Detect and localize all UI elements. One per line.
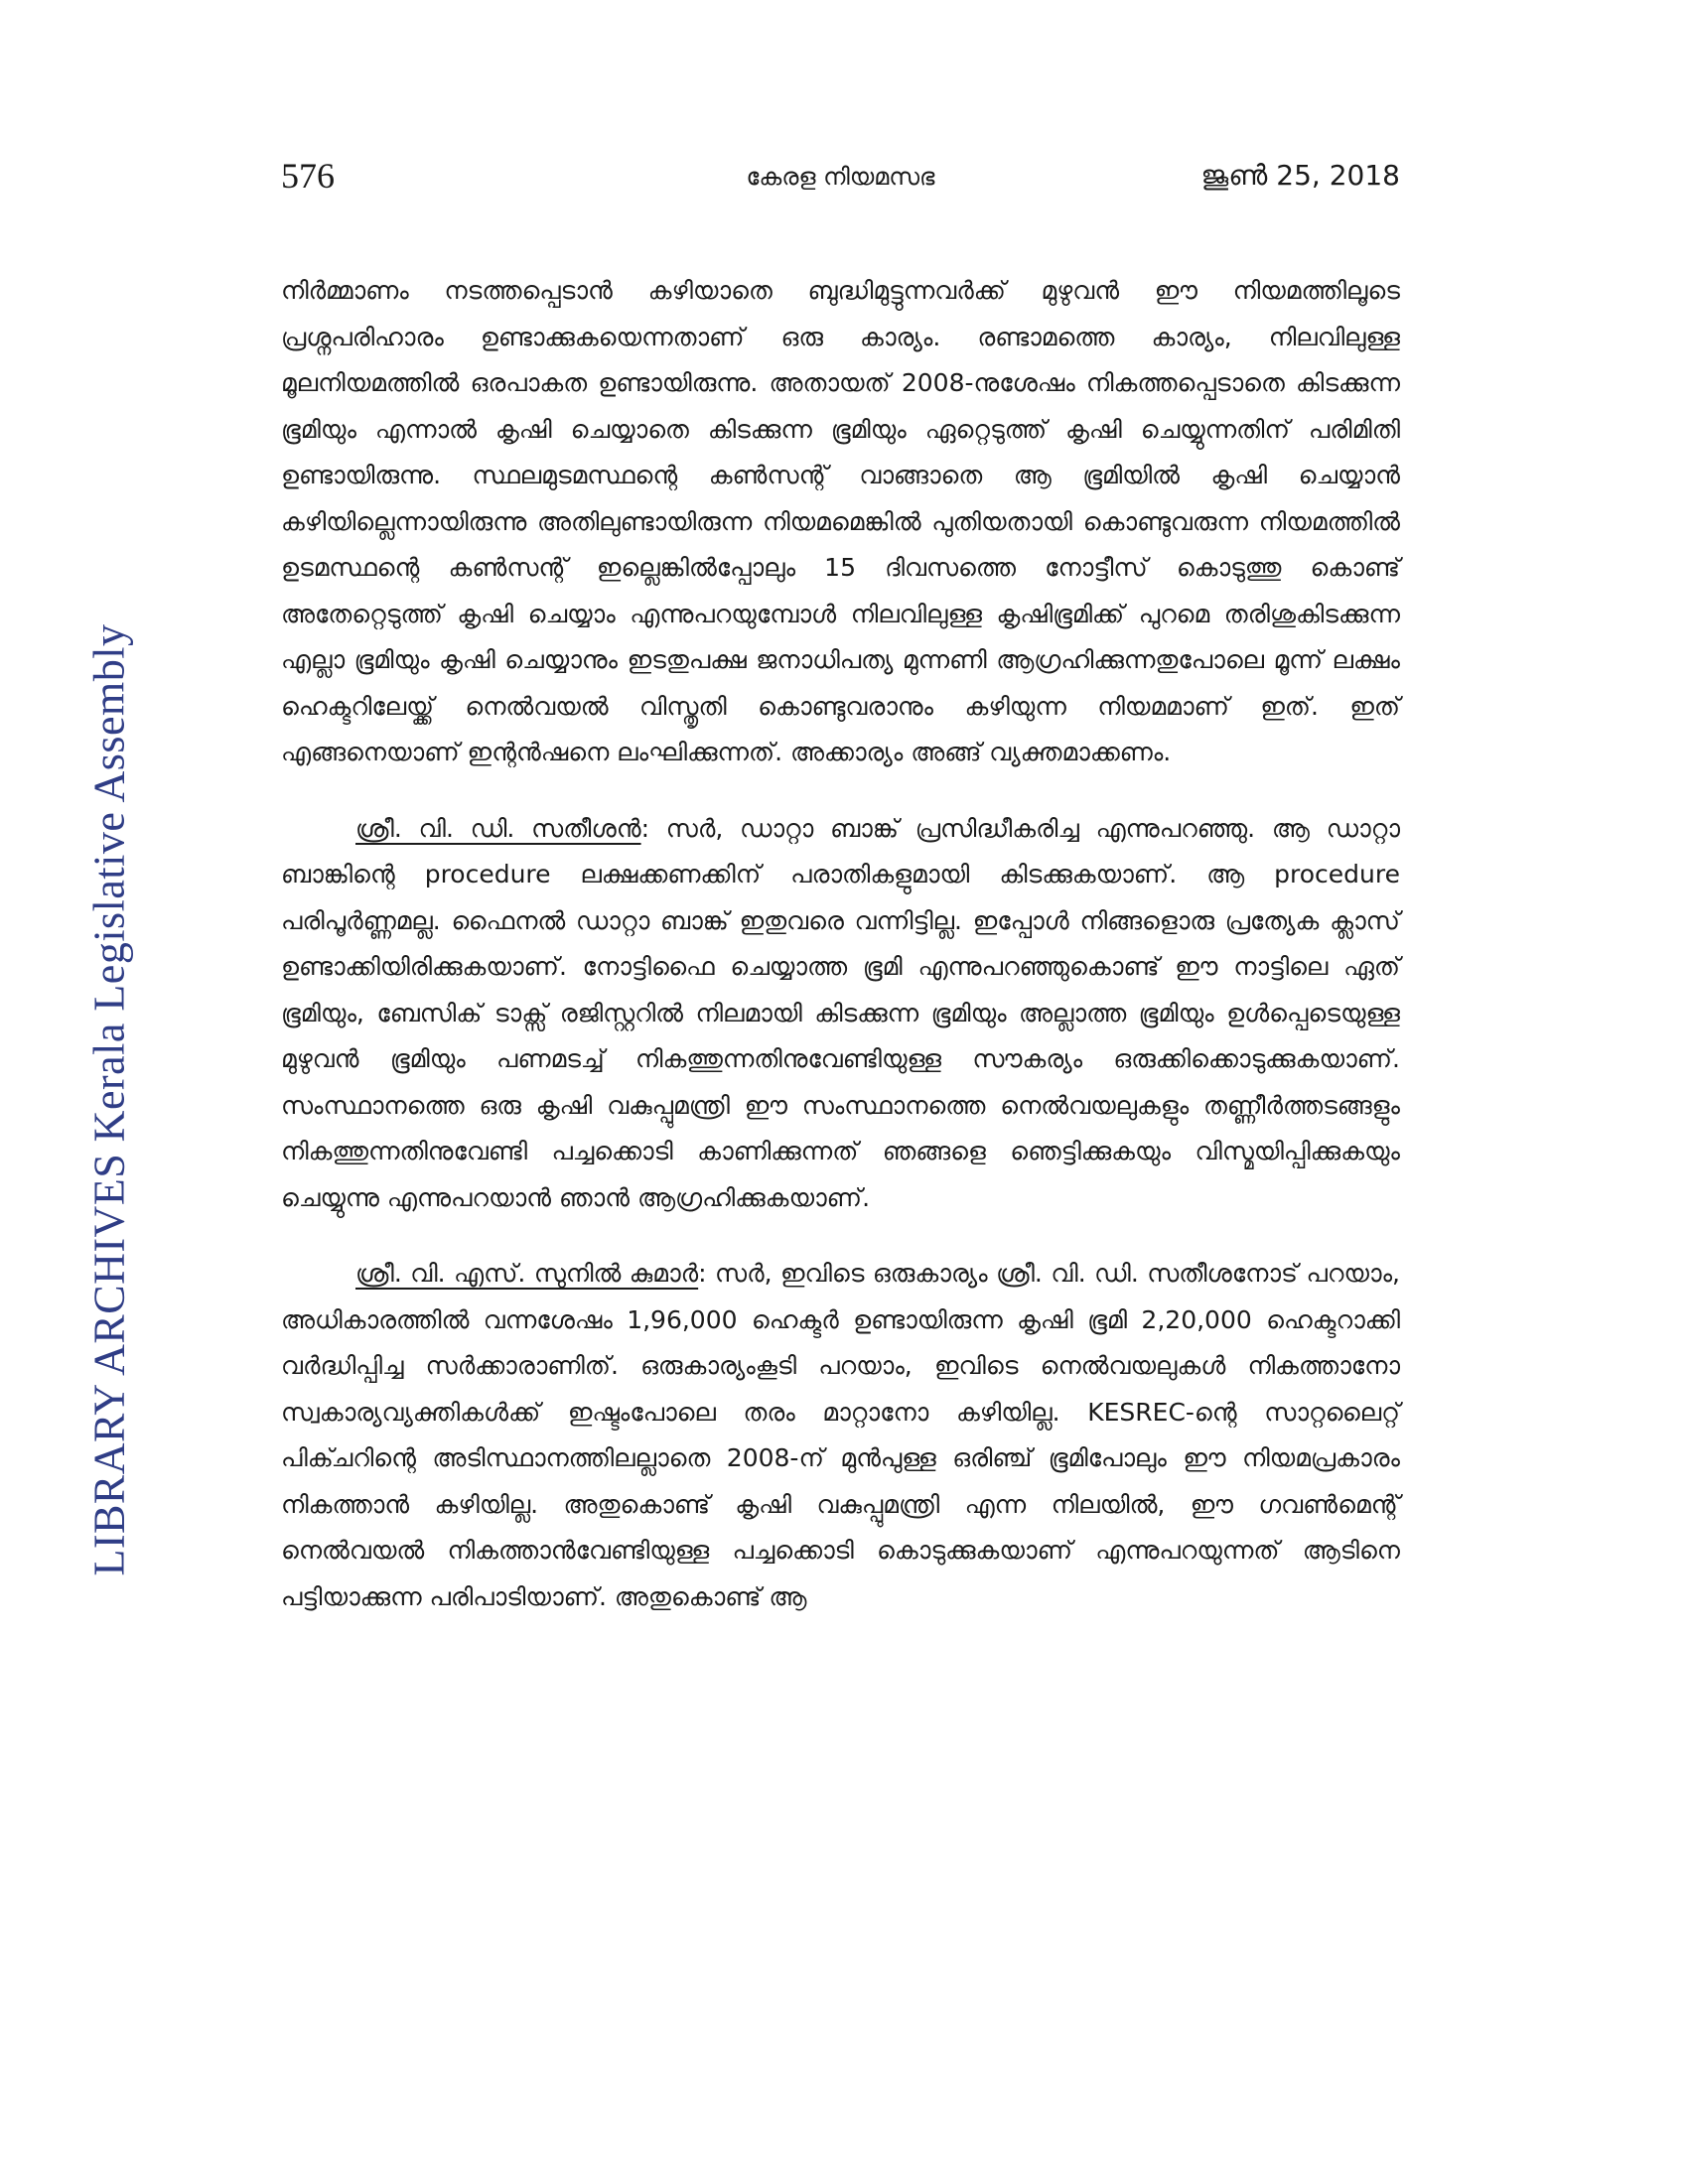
paragraph-text: നിർമ്മാണം നടത്തപ്പെടാൻ കഴിയാതെ ബുദ്ധിമുട്ടുന്നവർക്ക് മുഴുവൻ ഈ നിയമത്തിലൂടെ പ്രശ്നപരിഹാരം ഉണ്ടാക്കുകയെന്നതാണ് ഒരു കാര്യം. രണ്ടാമത്തെ കാര്യം, നിലവിലുള്ള മൂലനിയമത്തിൽ ഒരപാകത ഉണ്ടായിരുന്നു. അതായത് 2008-നുശേഷം നികത്തപ്പെടാതെ കിടക്കുന്ന ഭൂമിയും എന്നാൽ കൃഷി ചെയ്യാതെ കിടക്കുന്ന ഭൂമിയും ഏറ്റെടുത്ത് കൃഷി ചെയ്യുന്നതിന് പരിമിതി ഉണ്ടായിരുന്നു. സ്ഥലമുടമസ്ഥന്റെ കൺസന്റ് വാങ്ങാതെ ആ ഭൂമിയിൽ കൃഷി ചെയ്യാൻ കഴിയില്ലെന്നായിരുന്നു അതിലുണ്ടായിരുന്ന നിയമമെങ്കിൽ പുതിയതായി കൊണ്ടുവരുന്ന നിയമത്തിൽ ഉടമസ്ഥന്റെ കൺസന്റ് ഇല്ലെങ്കിൽപ്പോലും 15 ദിവസത്തെ നോട്ടീസ് കൊടുത്തു കൊണ്ട് അതേറ്റെടുത്ത് കൃഷി ചെയ്യാം എന്നുപറയുമ്പോൾ നിലവിലുള്ള കൃഷിഭൂമിക്ക് പുറമെ തരിശുകിടക്കുന്ന എല്ലാ ഭൂമിയും കൃഷി ചെയ്യാനും ഇടതുപക്ഷ ജനാധിപത്യ മുന്നണി ആഗ്രഹിക്കുന്നതുപോലെ മൂന്ന് ലക്ഷം ഹെക്ടറിലേയ്ക്ക് നെൽവയൽ വിസ്തൃതി കൊണ്ടുവരാനും കഴിയുന്ന നിയമമാണ് ഇത്. ഇത് എങ്ങനെയാണ് ഇന്റൻഷനെ ലംഘിക്കുന്നത്. അക്കാര്യം അങ്ങ് വ്യക്തമാക്കണം. — [281, 276, 1400, 766]
archive-watermark: LIBRARY ARCHIVES Kerala Legislative Assembly — [84, 623, 134, 1576]
paragraph-continued — [281, 268, 1400, 776]
page-header — [281, 149, 1400, 208]
page-date: ജൂൺ 25, 2018 — [1200, 159, 1400, 192]
paragraph-speech — [281, 806, 1400, 1222]
page-content — [281, 268, 1400, 1620]
assembly-name: കേരള നിയമസഭ — [746, 163, 935, 191]
speaker-name: ശ്രീ. വി. എസ്. സുനിൽ കുമാർ — [355, 1259, 699, 1288]
page-number: 576 — [281, 156, 335, 196]
speech-text: : സർ, ഇവിടെ ഒരുകാര്യം ശ്രീ. വി. ഡി. സതീശനോട് പറയാം, അധികാരത്തിൽ വന്നശേഷം 1,96,000 ഹെക്ടർ ഉണ്ടായിരുന്ന കൃഷി ഭൂമി 2,20,000 ഹെക്ടറാക്കി വർദ്ധിപ്പിച്ച സർക്കാരാണിത്. ഒരുകാര്യംകൂടി പറയാം, ഇവിടെ നെൽവയലുകൾ നികത്താനോ സ്വകാര്യവ്യക്തികൾക്ക് ഇഷ്ടംപോലെ തരം മാറ്റാനോ കഴിയില്ല. KESREC-ന്റെ സാറ്റലൈറ്റ് പിക്ചറിന്റെ അടിസ്ഥാനത്തിലല്ലാതെ 2008-ന് മുൻപുള്ള ഒരിഞ്ച് ഭൂമിപോലും ഈ നിയമപ്രകാരം നികത്താൻ കഴിയില്ല. അതുകൊണ്ട് കൃഷി വകുപ്പുമന്ത്രി എന്ന നിലയിൽ, ഈ ഗവൺമെന്റ് നെൽവയൽ നികത്താൻവേണ്ടിയുള്ള പച്ചക്കൊടി കൊടുക്കുകയാണ് എന്നുപറയുന്നത് ആടിനെ പട്ടിയാക്കുന്ന പരിപാടിയാണ്. അതുകൊണ്ട് ആ — [281, 1259, 1400, 1611]
paragraph-speech — [281, 1251, 1400, 1620]
speaker-name: ശ്രീ. വി. ഡി. സതീശൻ — [355, 813, 641, 843]
speech-text: : സർ, ഡാറ്റാ ബാങ്ക് പ്രസിദ്ധീകരിച്ച എന്നുപറഞ്ഞു. ആ ഡാറ്റാ ബാങ്കിന്റെ procedure ലക്ഷക്കണക്കിന് പരാതികളുമായി കിടക്കുകയാണ്. ആ procedure പരിപൂർണ്ണമല്ല. ഫൈനൽ ഡാറ്റാ ബാങ്ക് ഇതുവരെ വന്നിട്ടില്ല. ഇപ്പോൾ നിങ്ങളൊരു പ്രത്യേക ക്ലാസ് ഉണ്ടാക്കിയിരിക്കുകയാണ്. നോട്ടിഫൈ ചെയ്യാത്ത ഭൂമി എന്നുപറഞ്ഞുകൊണ്ട് ഈ നാട്ടിലെ ഏത് ഭൂമിയും, ബേസിക് ടാക്സ് രജിസ്റ്ററിൽ നിലമായി കിടക്കുന്ന ഭൂമിയും അല്ലാത്ത ഭൂമിയും ഉൾപ്പെടെയുള്ള മുഴുവൻ ഭൂമിയും പണമടച്ച് നികത്തുന്നതിനുവേണ്ടിയുള്ള സൗകര്യം ഒരുക്കിക്കൊടുക്കുകയാണ്. സംസ്ഥാനത്തെ ഒരു കൃഷി വകുപ്പുമന്ത്രി ഈ സംസ്ഥാനത്തെ നെൽവയലുകളും തണ്ണീർത്തടങ്ങളും നികത്തുന്നതിനുവേണ്ടി പച്ചക്കൊടി കാണിക്കുന്നത് ഞങ്ങളെ ഞെട്ടിക്കുകയും വിസ്മയിപ്പിക്കുകയും ചെയ്യുന്നു എന്നുപറയാൻ ഞാൻ ആഗ്രഹിക്കുകയാണ്. — [281, 813, 1400, 1212]
